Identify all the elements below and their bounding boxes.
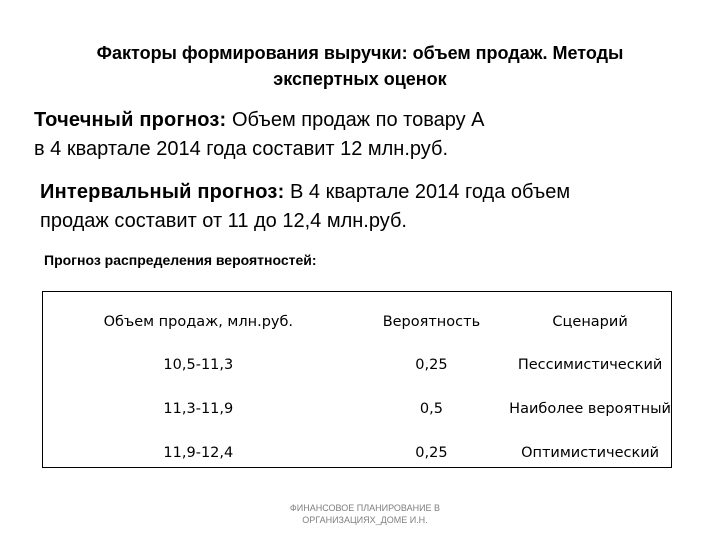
interval-forecast-line-1 bbox=[40, 178, 570, 207]
interval-forecast-label: Интервальный прогноз: bbox=[40, 181, 285, 203]
footer-line-2: ОРГАНИЗАЦИЯХ_ДОМЕ И.Н. bbox=[302, 515, 428, 525]
point-forecast-label: Точечный прогноз: bbox=[34, 109, 227, 131]
header-scenario: Сценарий bbox=[552, 313, 628, 330]
distribution-heading: Прогноз распределения вероятностей: bbox=[44, 252, 317, 268]
probability-table bbox=[42, 291, 672, 468]
cell-sales-volume: 11,9-12,4 bbox=[163, 445, 234, 461]
cell-probability: 0,25 bbox=[415, 357, 448, 374]
slide-footer bbox=[230, 502, 500, 526]
header-sales-volume: Объем продаж, млн.руб. bbox=[103, 313, 294, 330]
interval-forecast-paragraph bbox=[40, 178, 570, 236]
slide-title-line-2: экспертных оценок bbox=[273, 69, 447, 89]
slide-title-line-1: Факторы формирования выручки: объем продаж. Методы bbox=[96, 43, 624, 63]
cell-scenario: Пессимистический bbox=[517, 357, 663, 374]
point-forecast-paragraph bbox=[34, 106, 485, 164]
cell-probability: 0,25 bbox=[415, 445, 448, 461]
point-forecast-line-2: в 4 квартале 2014 года составит 12 млн.руб. bbox=[34, 138, 449, 160]
point-forecast-line-1 bbox=[34, 106, 485, 135]
cell-scenario: Оптимистический bbox=[521, 445, 660, 461]
interval-forecast-line-2: продаж составит от 11 до 12,4 млн.руб. bbox=[40, 210, 407, 232]
table-header-row bbox=[43, 292, 672, 336]
header-probability: Вероятность bbox=[382, 313, 481, 330]
slide-title bbox=[30, 40, 690, 92]
cell-sales-volume: 11,3-11,9 bbox=[163, 400, 234, 417]
interval-forecast-text-1: В 4 квартале 2014 года объем bbox=[284, 181, 571, 203]
footer-line-1: ФИНАНСОВОЕ ПЛАНИРОВАНИЕ В bbox=[289, 503, 441, 513]
point-forecast-text-1: Объем продаж по товару А bbox=[226, 109, 485, 131]
table-row bbox=[43, 336, 672, 380]
cell-sales-volume: 10,5-11,3 bbox=[163, 357, 234, 374]
cell-probability: 0,5 bbox=[419, 400, 443, 417]
table-row bbox=[43, 379, 672, 423]
cell-scenario: Наиболее вероятный bbox=[509, 400, 671, 417]
table-row bbox=[43, 423, 672, 468]
